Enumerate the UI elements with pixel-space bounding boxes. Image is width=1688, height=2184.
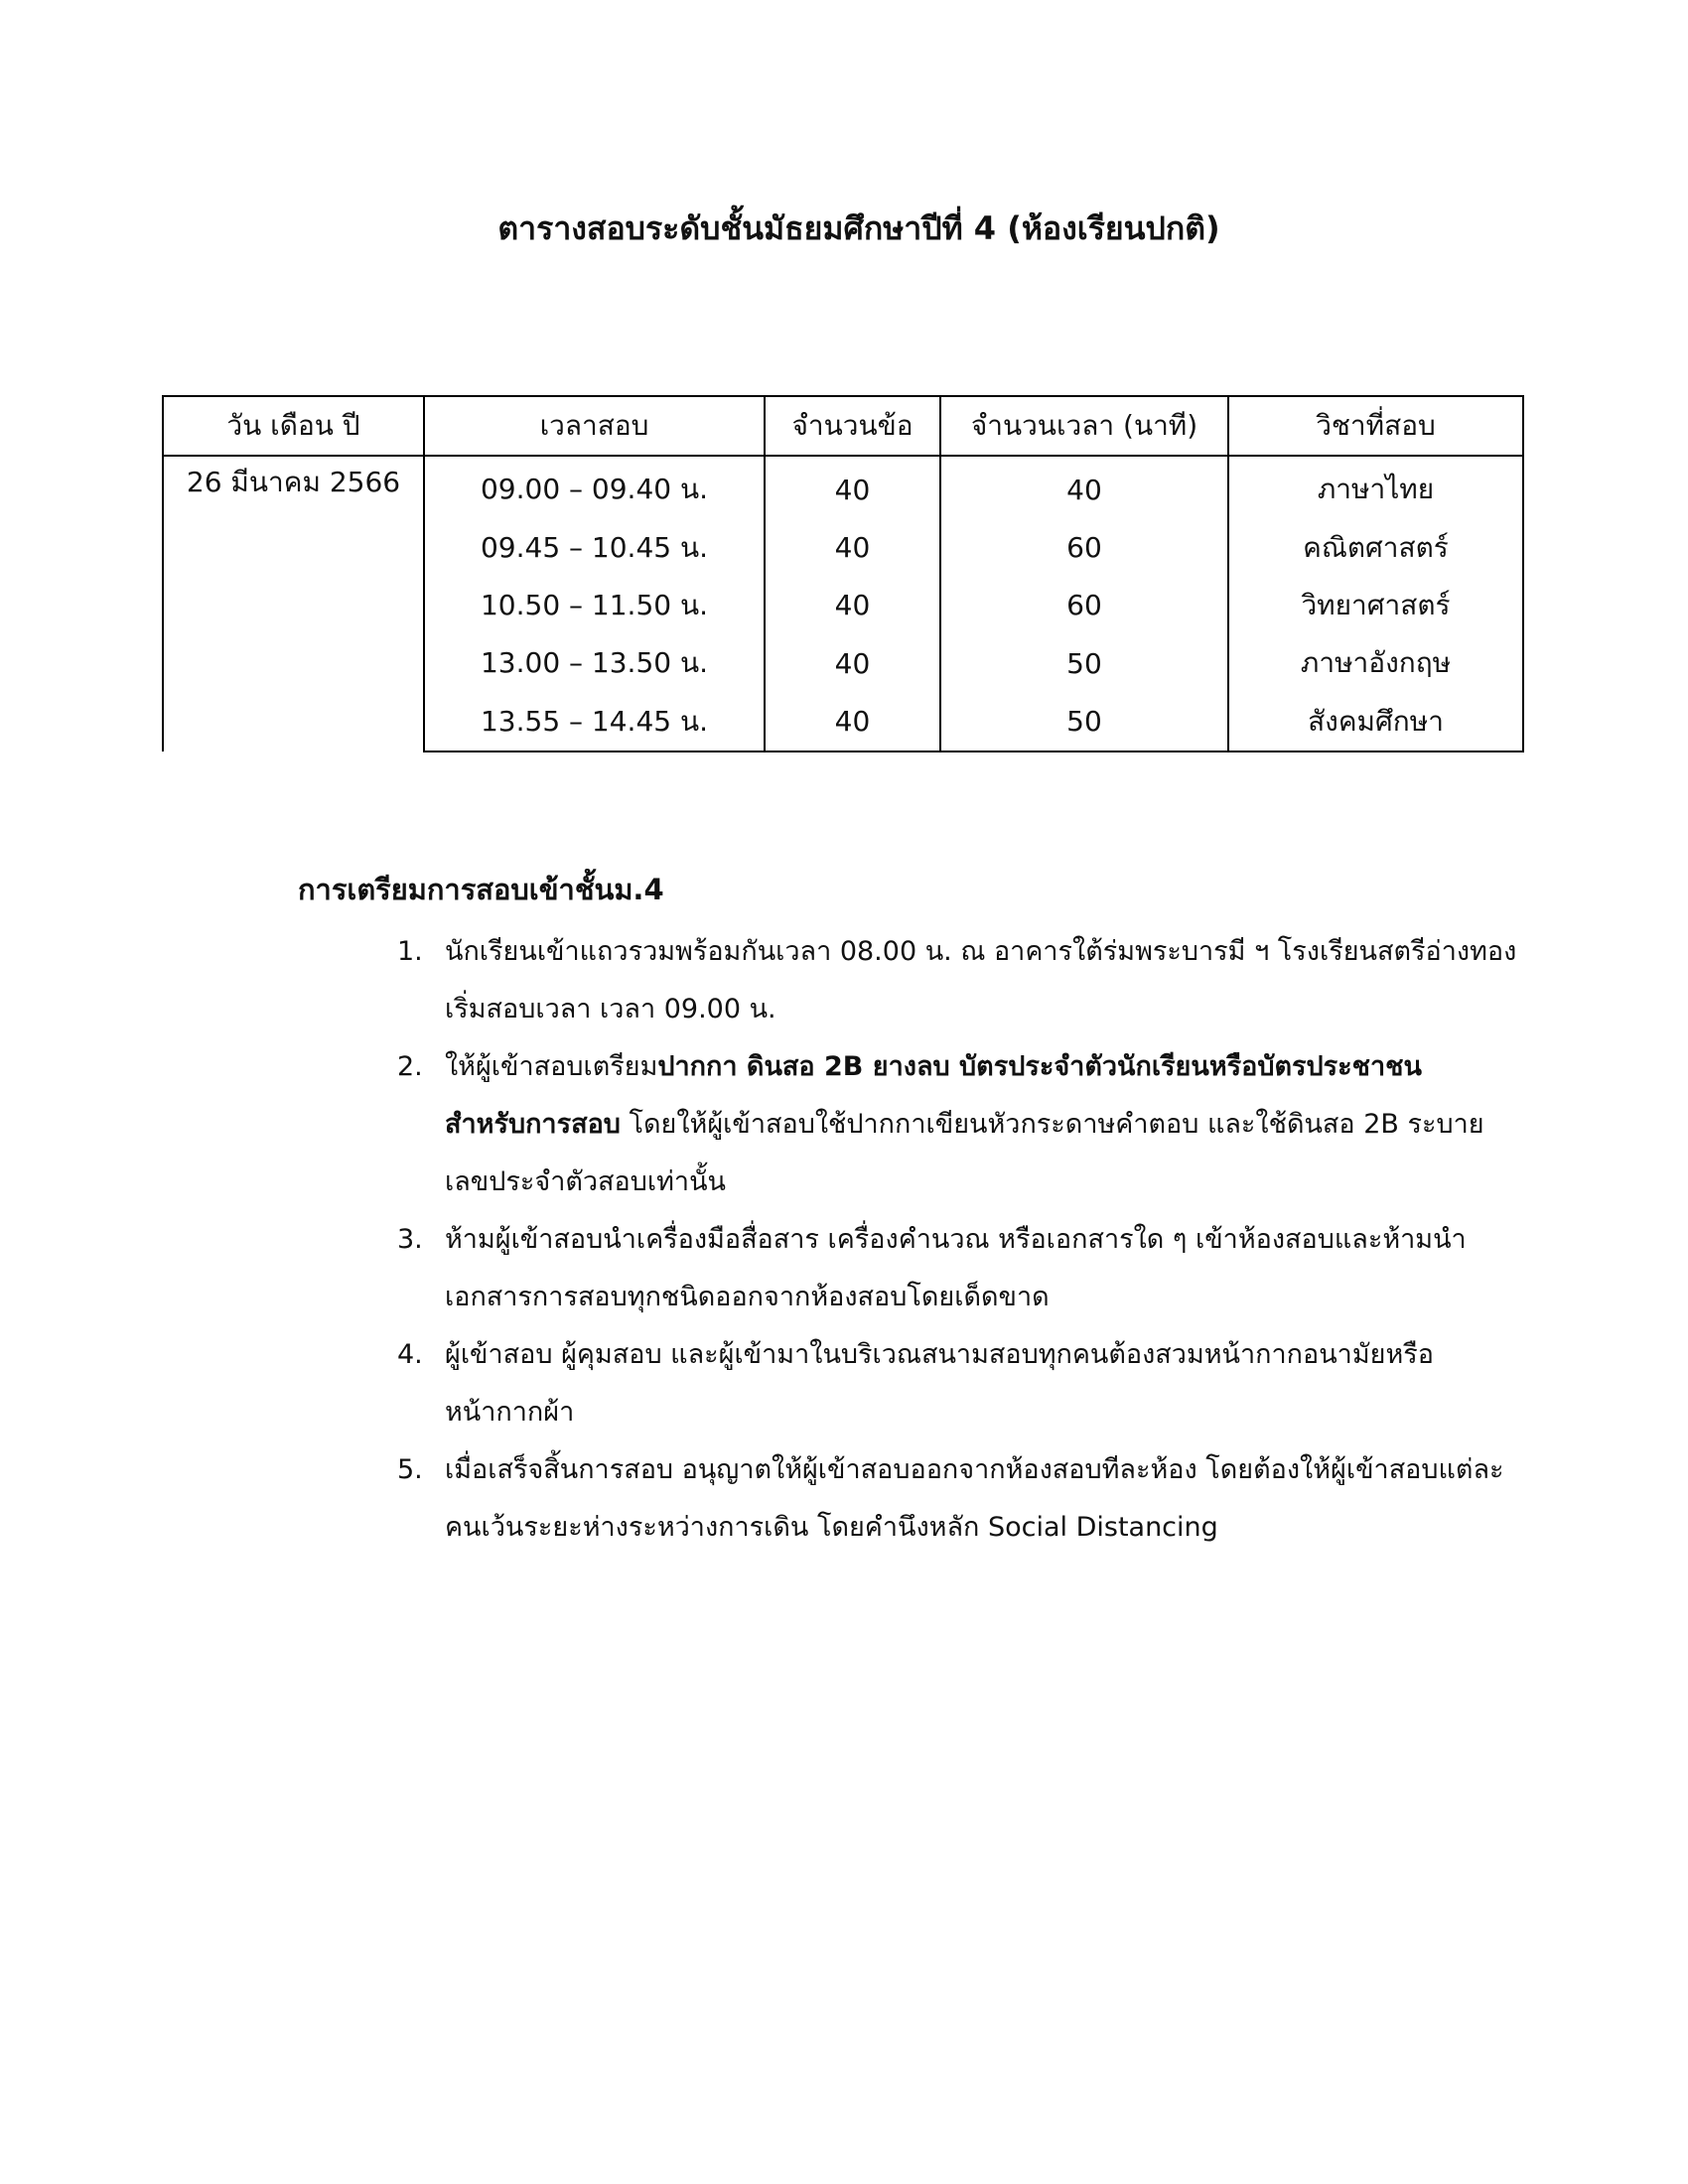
- header-minutes: จำนวนเวลา (นาที): [940, 396, 1228, 456]
- item-text: เอกสารการสอบทุกชนิดออกจากห้องสอบโดยเด็ดขาด: [445, 1282, 1050, 1312]
- header-time: เวลาสอบ: [424, 396, 765, 456]
- exam-date: 26 มีนาคม 2566: [163, 456, 424, 751]
- header-date: วัน เดือน ปี: [163, 396, 424, 456]
- list-item: [397, 1211, 1539, 1326]
- item-text: เริ่มสอบเวลา เวลา 09.00 น.: [445, 994, 776, 1024]
- preparation-list: [397, 923, 1539, 1557]
- duration-minutes: 50: [940, 693, 1228, 751]
- exam-time: 13.00 – 13.50 น.: [424, 634, 765, 692]
- exam-time: 13.55 – 14.45 น.: [424, 693, 765, 751]
- list-item: [397, 1326, 1539, 1441]
- item-text: ผู้เข้าสอบ ผู้คุมสอบ และผู้เข้ามาในบริเวณสนามสอบทุกคนต้องสวมหน้ากากอนามัยหรือ: [445, 1339, 1434, 1370]
- item-text-bold: สำหรับการสอบ: [445, 1109, 621, 1140]
- table-header-row: [163, 396, 1523, 456]
- table-row: [163, 456, 1523, 518]
- subject-name: สังคมศึกษา: [1228, 693, 1523, 751]
- item-number: 2.: [397, 1051, 423, 1082]
- subject-name: ภาษาอังกฤษ: [1228, 634, 1523, 692]
- item-number: 1.: [397, 936, 423, 967]
- item-text: [445, 1096, 1539, 1154]
- list-item: [397, 923, 1539, 1038]
- item-text: นักเรียนเข้าแถวรวมพร้อมกันเวลา 08.00 น. ณ อาคารใต้ร่มพระบารมี ฯ โรงเรียนสตรีอ่างทอง: [445, 936, 1517, 967]
- list-item: [397, 1038, 1539, 1211]
- item-text-bold: ปากกา ดินสอ 2B ยางลบ บัตรประจำตัวนักเรียนหรือบัตรประชาชน: [657, 1051, 1422, 1082]
- list-item: [397, 1441, 1539, 1557]
- subject-name: วิทยาศาสตร์: [1228, 577, 1523, 634]
- item-number: 3.: [397, 1224, 423, 1255]
- question-count: 40: [765, 693, 940, 751]
- duration-minutes: 40: [940, 456, 1228, 518]
- header-questions: จำนวนข้อ: [765, 396, 940, 456]
- exam-schedule-table: [162, 395, 1524, 752]
- exam-time: 10.50 – 11.50 น.: [424, 577, 765, 634]
- page-title: ตารางสอบระดับชั้นมัธยมศึกษาปีที่ 4 (ห้องเรียนปกติ): [497, 209, 1220, 247]
- preparation-heading: การเตรียมการสอบเข้าชั้นม.4: [298, 873, 664, 906]
- item-text-plain: โดยให้ผู้เข้าสอบใช้ปากกาเขียนหัวกระดาษคำตอบ และใช้ดินสอ 2B ระบาย: [620, 1109, 1484, 1140]
- item-text: หน้ากากผ้า: [445, 1397, 575, 1428]
- duration-minutes: 60: [940, 577, 1228, 634]
- item-text-plain: ให้ผู้เข้าสอบเตรียม: [445, 1051, 658, 1082]
- item-text: ห้ามผู้เข้าสอบนำเครื่องมือสื่อสาร เครื่องคำนวณ หรือเอกสารใด ๆ เข้าห้องสอบและห้ามนำ: [445, 1224, 1467, 1255]
- exam-time: 09.45 – 10.45 น.: [424, 518, 765, 576]
- item-text: เลขประจำตัวสอบเท่านั้น: [445, 1166, 726, 1197]
- question-count: 40: [765, 577, 940, 634]
- duration-minutes: 60: [940, 518, 1228, 576]
- header-subject: วิชาที่สอบ: [1228, 396, 1523, 456]
- subject-name: คณิตศาสตร์: [1228, 518, 1523, 576]
- item-text: คนเว้นระยะห่างระหว่างการเดิน โดยคำนึงหลัก Social Distancing: [445, 1512, 1218, 1543]
- item-text: [445, 1038, 1539, 1096]
- item-number: 4.: [397, 1339, 423, 1370]
- subject-name: ภาษาไทย: [1228, 456, 1523, 518]
- question-count: 40: [765, 518, 940, 576]
- question-count: 40: [765, 456, 940, 518]
- duration-minutes: 50: [940, 634, 1228, 692]
- item-number: 5.: [397, 1454, 423, 1485]
- item-text: เมื่อเสร็จสิ้นการสอบ อนุญาตให้ผู้เข้าสอบออกจากห้องสอบทีละห้อง โดยต้องให้ผู้เข้าสอบแต่ละ: [445, 1454, 1504, 1485]
- question-count: 40: [765, 634, 940, 692]
- exam-time: 09.00 – 09.40 น.: [424, 456, 765, 518]
